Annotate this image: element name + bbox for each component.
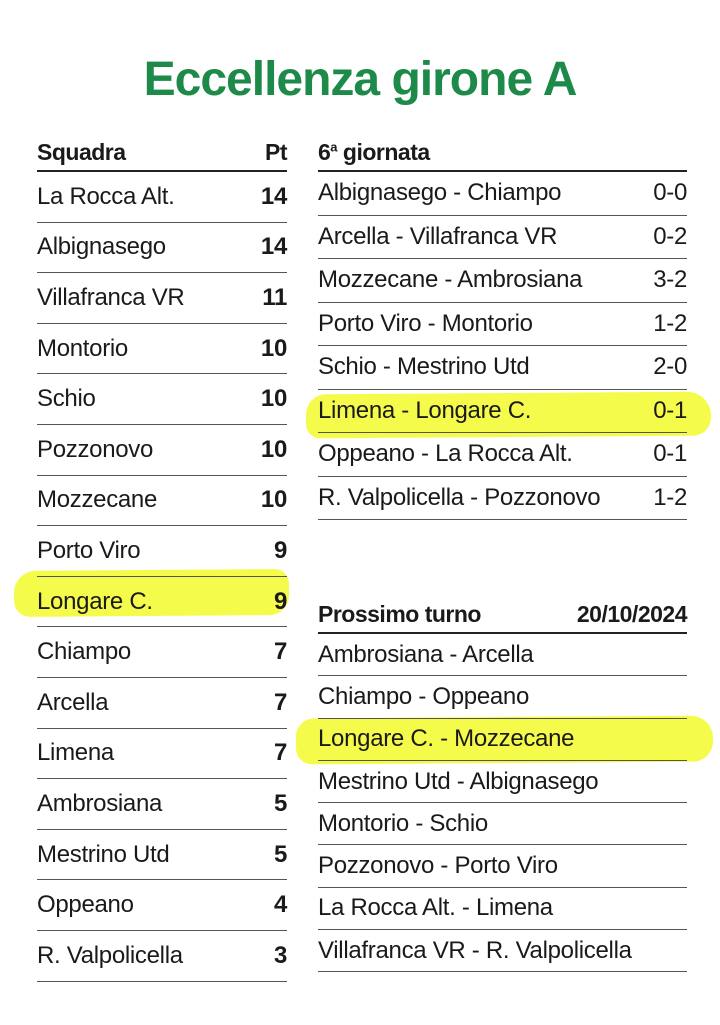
team-name: Mozzecane <box>37 486 158 514</box>
fixture-row <box>318 845 687 887</box>
team-name: Villafranca VR <box>37 283 185 311</box>
team-name: Montorio <box>37 334 128 362</box>
team-name: Mestrino Utd <box>37 840 170 868</box>
fixture-teams: La Rocca Alt. - Limena <box>318 894 553 922</box>
team-points: 10 <box>260 334 287 362</box>
standings-row <box>37 476 287 527</box>
fixture-teams: Pozzonovo - Porto Viro <box>318 852 558 880</box>
team-points: 4 <box>273 891 287 919</box>
team-points: 7 <box>273 688 287 716</box>
fixture-row <box>318 761 687 803</box>
fixture-row <box>318 634 687 676</box>
team-name: Porto Viro <box>37 536 141 564</box>
match-teams: R. Valpolicella - Pozzonovo <box>318 483 601 511</box>
team-points: 10 <box>260 435 287 463</box>
standings-row <box>37 627 287 678</box>
team-points: 3 <box>273 941 287 969</box>
match-teams: Albignasego - Chiampo <box>318 179 562 207</box>
team-points: 11 <box>262 283 287 311</box>
standings-row <box>37 374 287 425</box>
team-name: R. Valpolicella <box>37 941 183 969</box>
standings-header <box>37 134 287 172</box>
match-score: 0-1 <box>653 396 687 424</box>
matchday-title: 6$^a$ giornata <box>318 138 430 165</box>
match-row <box>318 477 687 521</box>
team-points: 7 <box>273 638 287 666</box>
fixture-teams: Chiampo - Oppeano <box>318 682 530 710</box>
standings-row <box>37 729 287 780</box>
matchday-header <box>318 134 687 172</box>
standings-header-team: Squadra <box>37 138 126 165</box>
match-score: 0-1 <box>653 440 687 468</box>
standings-header-points: Pt <box>265 138 287 165</box>
standings-row <box>37 880 287 931</box>
fixture-teams: Longare C. - Mozzecane <box>318 725 575 753</box>
match-score: 0-2 <box>653 222 687 250</box>
next-round-fixtures <box>318 596 687 972</box>
standings-row <box>37 223 287 274</box>
next-round-title: Prossimo turno <box>318 600 481 627</box>
standings-row <box>37 830 287 881</box>
match-row <box>318 390 687 434</box>
standings-row <box>37 526 287 577</box>
fixture-row <box>318 930 687 972</box>
match-row <box>318 172 687 216</box>
team-points: 14 <box>260 182 287 210</box>
fixture-teams: Mestrino Utd - Albignasego <box>318 767 599 795</box>
team-name: Pozzonovo <box>37 435 154 463</box>
team-name: Oppeano <box>37 891 134 919</box>
match-score: 2-0 <box>653 353 687 381</box>
team-points: 5 <box>273 789 287 817</box>
fixture-teams: Ambrosiana - Arcella <box>318 640 534 668</box>
standings-row <box>37 678 287 729</box>
team-name: Ambrosiana <box>37 789 163 817</box>
team-points: 5 <box>273 840 287 868</box>
next-round-header <box>318 596 687 634</box>
match-teams: Schio - Mestrino Utd <box>318 353 530 381</box>
match-row <box>318 303 687 347</box>
fixture-teams: Montorio - Schio <box>318 809 488 837</box>
team-name: Limena <box>37 739 114 767</box>
standings-row <box>37 273 287 324</box>
team-name: La Rocca Alt. <box>37 182 175 210</box>
match-row <box>318 216 687 260</box>
match-teams: Porto Viro - Montorio <box>318 309 533 337</box>
matchday-results <box>318 134 687 520</box>
fixture-row <box>318 888 687 930</box>
next-round-date: 20/10/2024 <box>576 600 687 627</box>
team-points: 14 <box>260 233 287 261</box>
match-teams: Arcella - Villafranca VR <box>318 222 558 250</box>
match-row <box>318 259 687 303</box>
match-teams: Mozzecane - Ambrosiana <box>318 266 583 294</box>
match-teams: Limena - Longare C. <box>318 396 532 424</box>
match-score: 1-2 <box>653 309 687 337</box>
team-points: 9 <box>273 536 287 564</box>
standings-row <box>37 779 287 830</box>
standings-row <box>37 931 287 982</box>
team-points: 10 <box>260 385 287 413</box>
team-name: Longare C. <box>37 587 153 615</box>
match-score: 1-2 <box>653 483 687 511</box>
standings-table <box>37 134 287 982</box>
team-name: Albignasego <box>37 233 166 261</box>
team-points: 9 <box>273 587 287 615</box>
team-name: Schio <box>37 385 96 413</box>
team-points: 7 <box>273 739 287 767</box>
standings-row <box>37 172 287 223</box>
match-row <box>318 433 687 477</box>
standings-row <box>37 577 287 628</box>
match-score: 3-2 <box>653 266 687 294</box>
team-name: Chiampo <box>37 638 131 666</box>
team-points: 10 <box>260 486 287 514</box>
match-row <box>318 346 687 390</box>
fixture-row <box>318 676 687 718</box>
match-teams: Oppeano - La Rocca Alt. <box>318 440 573 468</box>
fixture-row <box>318 803 687 845</box>
fixture-row <box>318 719 687 761</box>
standings-row <box>37 324 287 375</box>
fixture-teams: Villafranca VR - R. Valpolicella <box>318 936 632 964</box>
match-score: 0-0 <box>653 179 687 207</box>
team-name: Arcella <box>37 688 109 716</box>
page-title: Eccellenza girone A <box>143 53 577 106</box>
standings-row <box>37 425 287 476</box>
